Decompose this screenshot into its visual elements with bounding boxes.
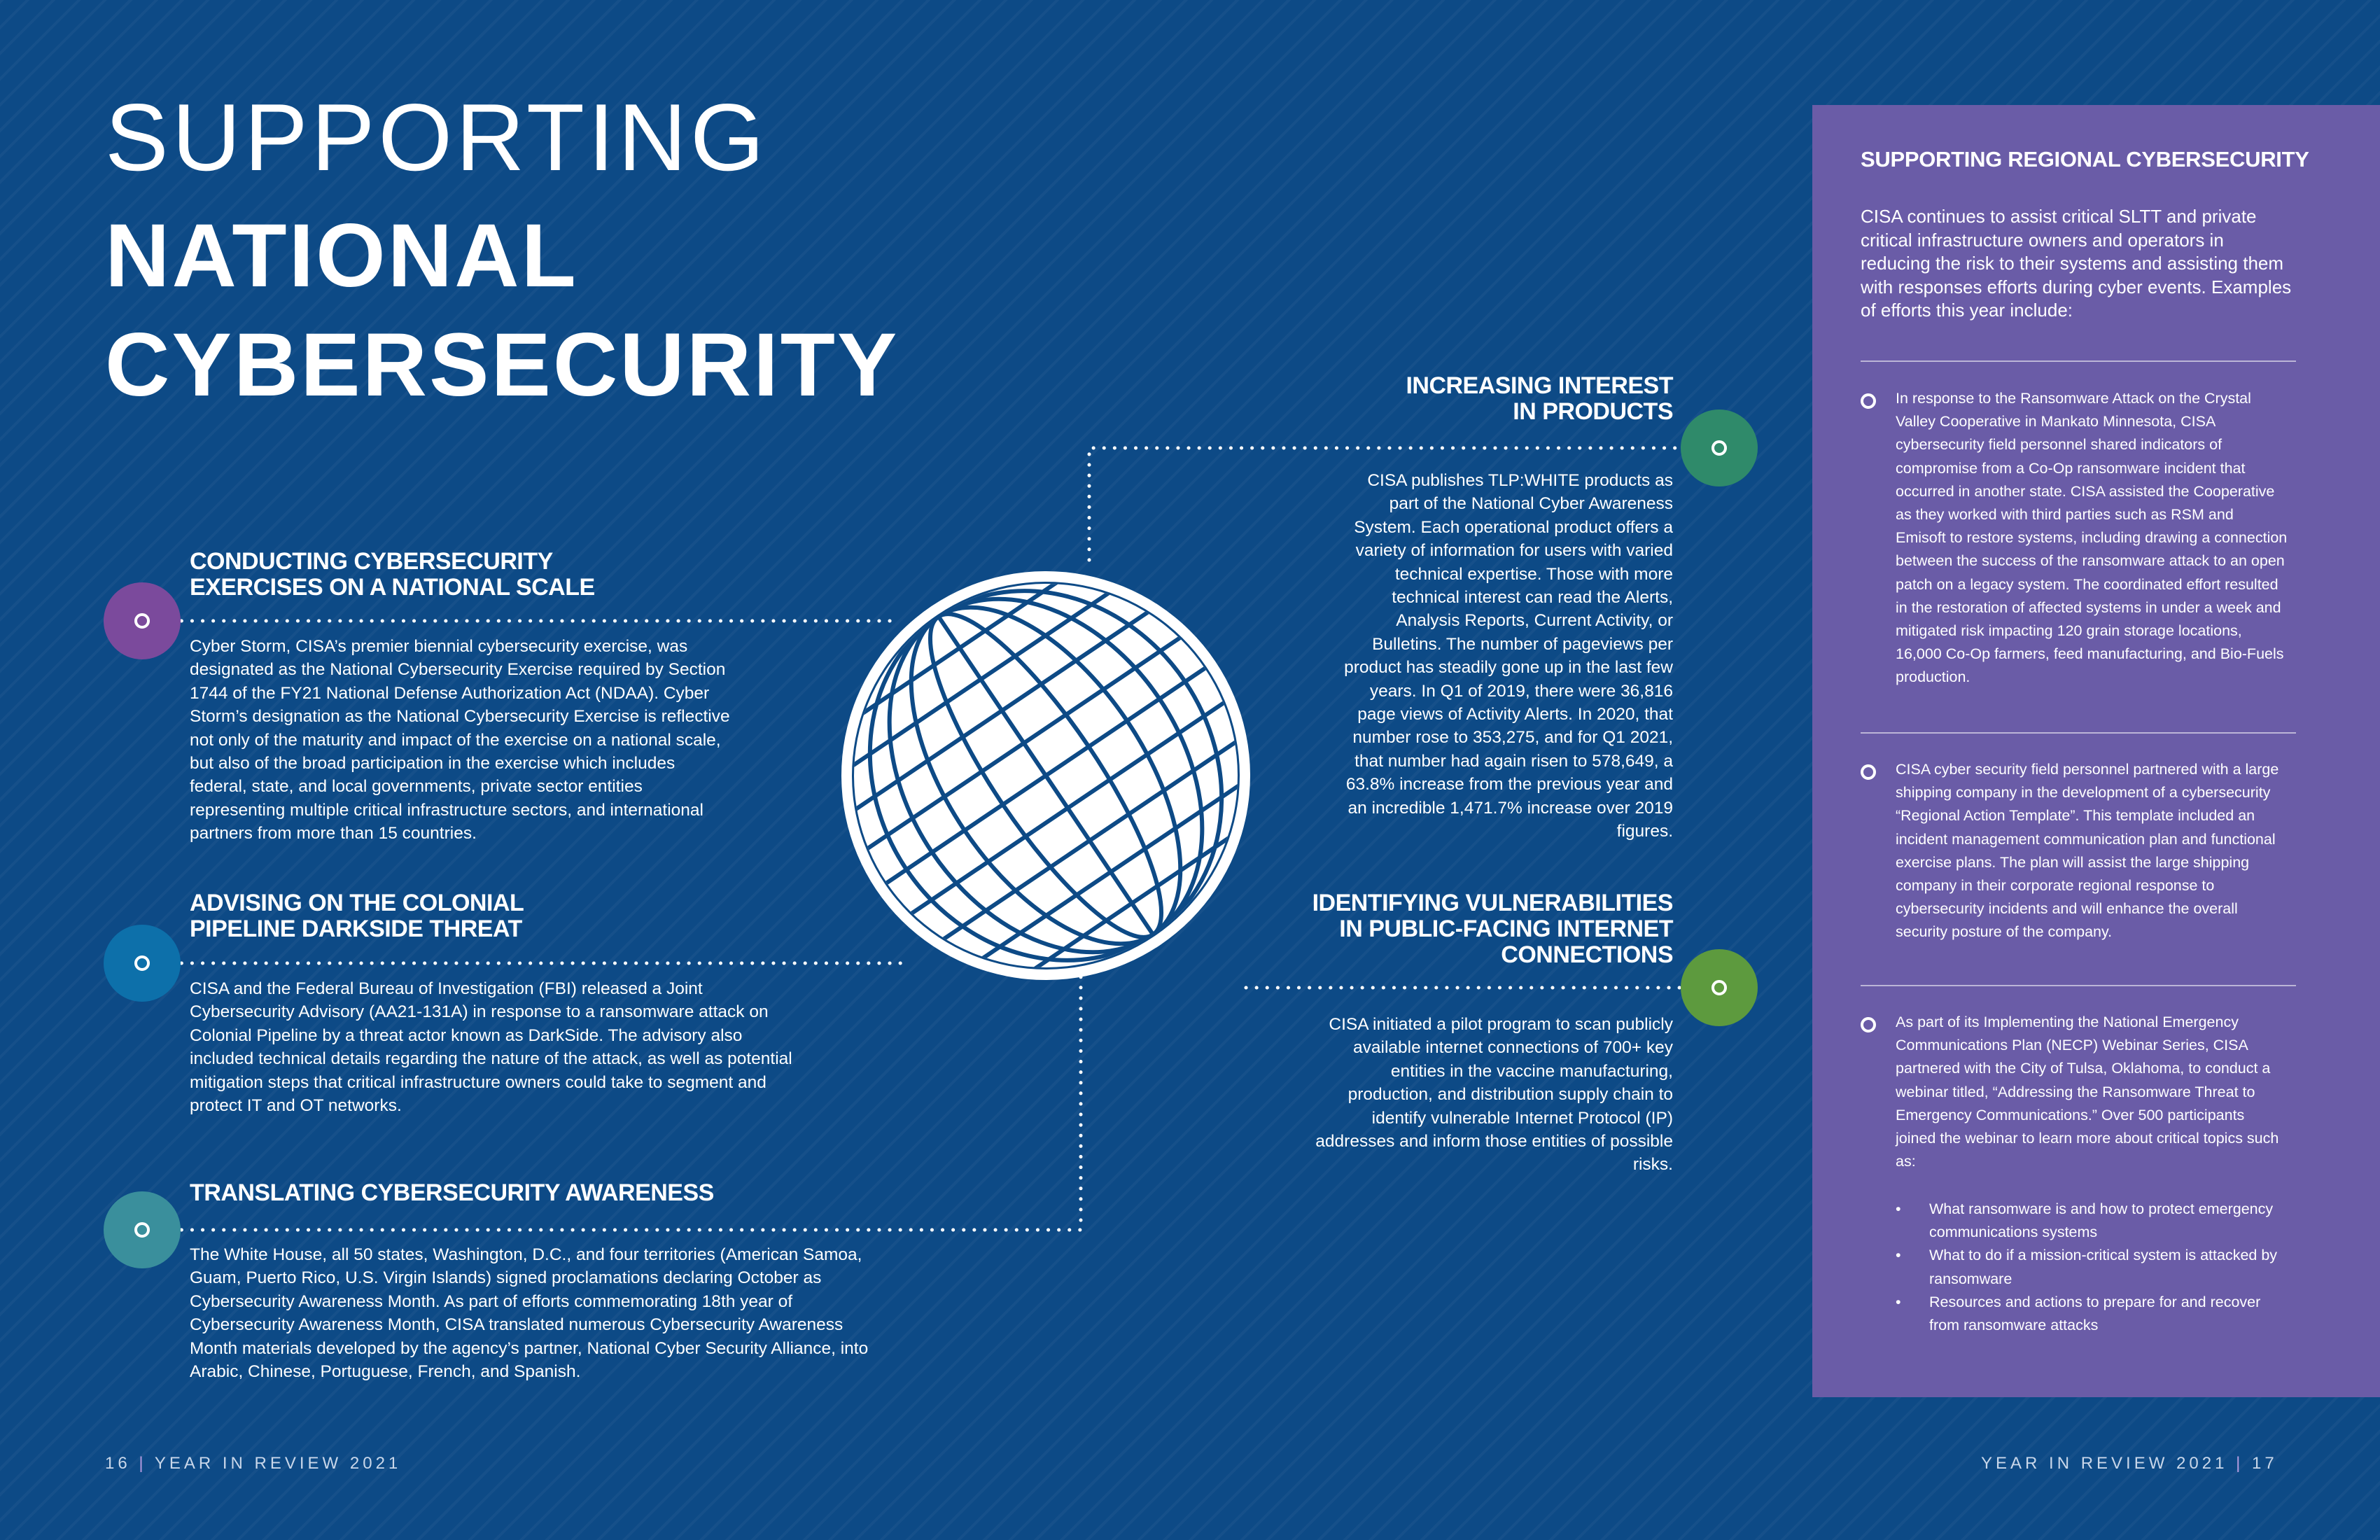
divider xyxy=(1861,985,2296,986)
footer-label: YEAR IN REVIEW 2021 xyxy=(154,1454,402,1473)
heading-line: IN PUBLIC-FACING INTERNET xyxy=(1339,916,1673,942)
page-number: 16 xyxy=(105,1454,131,1473)
bullet-item: • What to do if a mission-critical system is attacked by ransomware xyxy=(1896,1244,2288,1290)
section-body-colonial: CISA and the Federal Bureau of Investigation (FBI) released a Joint Cybersecurity Advisory (AA21-131A) in response to a ransomware attack on Colonial Pipeline by a threat actor known as DarkSide. The advisory also included technical details regarding the nature of the attack, as well as potential mitigation steps that critical infrastructure owners could take to segment and protect IT and OT networks. xyxy=(190,979,792,1116)
footer-label: YEAR IN REVIEW 2021 xyxy=(1981,1454,2228,1473)
marker-dot xyxy=(134,1222,150,1238)
marker-dot xyxy=(1712,440,1727,456)
heading-line: CONDUCTING CYBERSECURITY xyxy=(190,548,553,575)
heading-line: IN PRODUCTS xyxy=(1513,398,1673,425)
marker-dot xyxy=(134,955,150,971)
bullet-item: • Resources and actions to prepare for and recover from ransomware attacks xyxy=(1896,1291,2288,1337)
marker-dot xyxy=(1712,980,1727,995)
panel-bullet-list xyxy=(1896,1198,2288,1337)
section-heading-awareness: TRANSLATING CYBERSECURITY AWARENESS xyxy=(190,1180,714,1206)
globe-icon xyxy=(761,490,1332,1060)
section-heading-vulnerabilities xyxy=(1253,890,1673,968)
heading-line: PIPELINE DARKSIDE THREAT xyxy=(190,916,522,942)
heading-line: EXERCISES ON A NATIONAL SCALE xyxy=(190,574,595,601)
heading-line: IDENTIFYING VULNERABILITIES xyxy=(1312,890,1673,916)
bullet-item: • What ransomware is and how to protect emergency communications systems xyxy=(1896,1198,2288,1244)
divider xyxy=(1861,732,2296,734)
page-number: 17 xyxy=(2252,1454,2278,1473)
heading-line: CONNECTIONS xyxy=(1501,941,1673,968)
marker-dot xyxy=(134,613,150,629)
heading-line: INCREASING INTEREST xyxy=(1406,372,1673,399)
panel-item: CISA cyber security field personnel partnered with a large shipping company in the development of a cybersecurity “Regional Action Template”. This template included an incident management communication plan and functional exercise plans. The plan will assist the large shipping company in their corporate regional response to cybersecurity incidents and will enhance the overall security posture of the company. xyxy=(1896,761,2279,941)
section-body-products: CISA publishes TLP:WHITE products as part of the National Cyber Awareness System. Each operational product offers a variety of information for users with varied technical expertise. Those with more technical interest can read the Alerts, Analysis Reports, Current Activity, or Bulletins. The number of pageviews per product has steadily gone up in the last few years. In Q1 of 2019, there were 36,816 page views of Activity Alerts. In 2020, that number rose to 353,275, and for Q1 2021, that number had again risen to 578,649, a 63.8% increase from the previous year and an incredible 1,471.7% increase over 2019 figures. xyxy=(1344,471,1673,841)
footer-separator: | xyxy=(2236,1454,2244,1473)
footer-separator: | xyxy=(139,1454,147,1473)
section-heading-exercises xyxy=(190,549,764,601)
bullet-circle-icon xyxy=(1861,393,1876,409)
panel-title: SUPPORTING REGIONAL CYBERSECURITY xyxy=(1861,147,2309,172)
title-line-2: NATIONAL xyxy=(105,206,578,306)
bullet-circle-icon xyxy=(1861,1017,1876,1032)
panel-item: In response to the Ransomware Attack on the Crystal Valley Cooperative in Mankato Minnesota, CISA cybersecurity field personnel shared indicators of compromise from a Co-Op ransomware incident that occurred in another state. CISA assisted the Cooperative as they worked with third parties such as RSM and Emisoft to restore systems, including drawing a connection between the success of the ransomware attack to an open patch on a legacy system. The coordinated effort resulted in the restoration of affected systems in under a week and mitigated risk impacting 120 grain storage locations, 16,000 Co-Op farmers, feed manufacturing, and Bio-Fuels production. xyxy=(1896,390,2288,686)
section-body-awareness: The White House, all 50 states, Washington, D.C., and four territories (American Samoa, Guam, Puerto Rico, U.S. Virgin Islands) signed proclamations declaring October as Cybersecurity Awareness Month. As part of efforts commemorating 18th year of Cybersecurity Awareness Month, CISA translated numerous Cybersecurity Awareness Month materials developed by the agency’s partner, National Cyber Security Alliance, into Arabic, Chinese, Portuguese, French, and Spanish. xyxy=(190,1245,869,1382)
section-heading-colonial xyxy=(190,890,764,942)
panel-intro: CISA continues to assist critical SLTT and private critical infrastructure owners and operators in reducing the risk to their systems and assisting them with responses efforts during cyber events. Examples of efforts this year include: xyxy=(1861,206,2292,321)
divider xyxy=(1861,360,2296,362)
title-line-3: CYBERSECURITY xyxy=(105,315,899,415)
heading-line: ADVISING ON THE COLONIAL xyxy=(190,890,524,916)
title-line-1: SUPPORTING xyxy=(105,84,768,190)
section-body-vulnerabilities: CISA initiated a pilot program to scan publicly available internet connections of 700+ key entities in the vaccine manufacturing, production, and distribution supply chain to identify vulnerable Internet Protocol (IP) addresses and inform those entities of possible risks. xyxy=(1315,1015,1673,1175)
panel-item: As part of its Implementing the National Emergency Communications Plan (NECP) Webinar Series, CISA partnered with the City of Tulsa, Oklahoma, to conduct a webinar titled, “Addressing the Ransomware Threat to Emergency Communications.” Over 500 participants joined the webinar to learn more about critical topics such as: xyxy=(1896,1014,2279,1170)
footer-right xyxy=(1981,1454,2278,1474)
footer-left xyxy=(105,1454,401,1474)
bullet-circle-icon xyxy=(1861,764,1876,780)
section-body-exercises: Cyber Storm, CISA’s premier biennial cybersecurity exercise, was designated as the National Cybersecurity Exercise required by Section 1744 of the FY21 National Defense Authorization Act (NDAA). Cyber Storm’s designation as the National Cybersecurity Exercise is reflective not only of the maturity and impact of the exercise on a national scale, but also of the broad participation in the exercise which includes federal, state, and local governments, private sector entities representing multiple critical infrastructure sectors, and international partners from more than 15 countries. xyxy=(190,637,730,844)
section-heading-products xyxy=(1253,373,1673,425)
